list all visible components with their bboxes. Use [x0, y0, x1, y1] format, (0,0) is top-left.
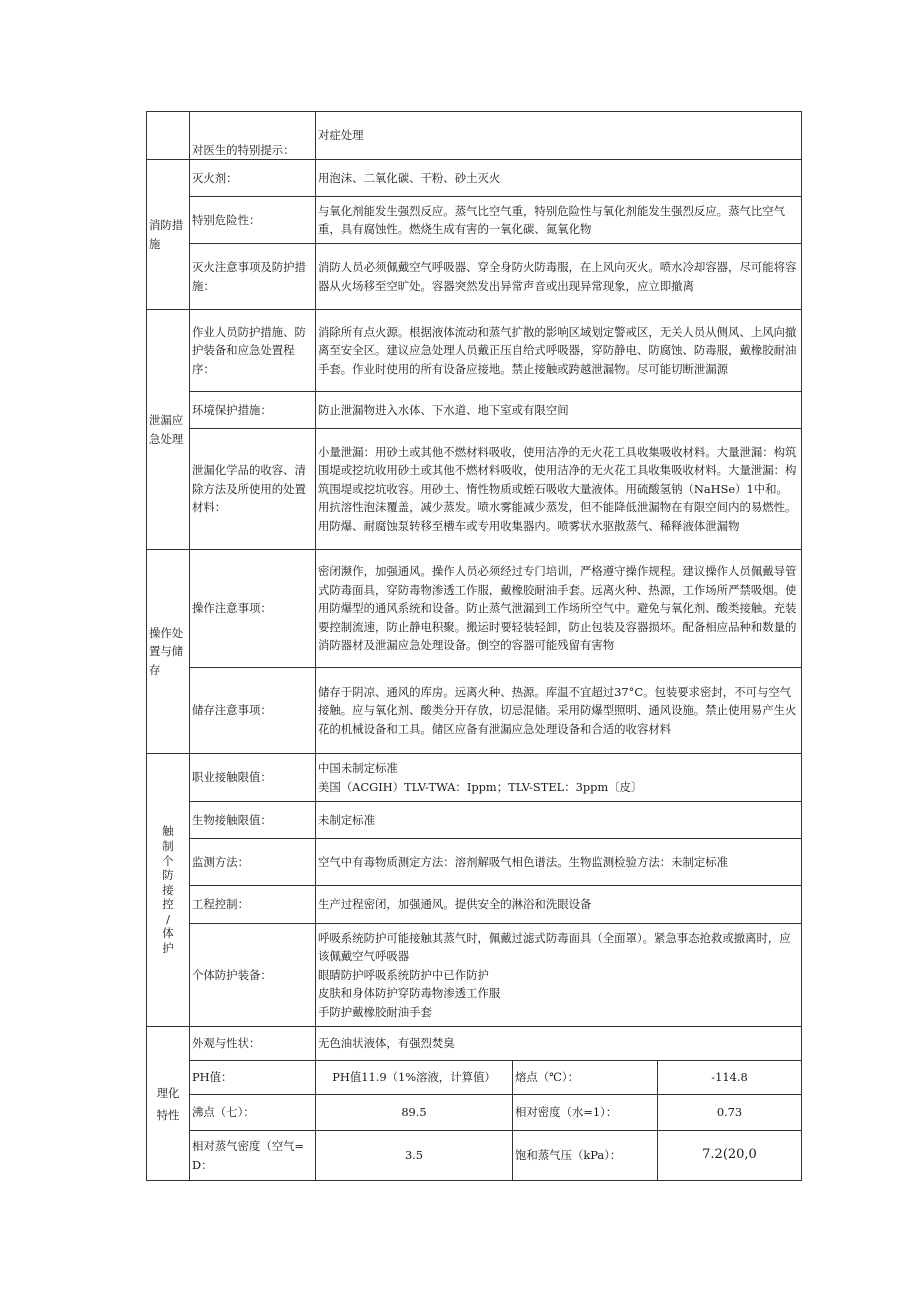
row-leak-env [147, 392, 802, 429]
row-physical-vapor [147, 1131, 802, 1181]
handling-storage-label: 储存注意事项： [190, 668, 316, 754]
physical-ph-value: PH值11.9（1%溶液，计算值） [316, 1061, 513, 1095]
exposure-biological-label: 生物接触限值： [190, 802, 316, 839]
section-leak: 泄漏应急处理 [147, 310, 190, 550]
section-physical [147, 1027, 190, 1181]
occupational-line: 中国未制定标准 [318, 761, 398, 775]
msds-table [146, 111, 802, 1181]
ppe-line: 皮肤和身体防护穿防毒物渗透工作服 [318, 986, 501, 1001]
physical-appearance-value: 无色油状液体，有强烈焚臭 [316, 1027, 802, 1061]
exposure-monitoring-label: 监测方法： [190, 839, 316, 886]
section-exposure-char: 护 [162, 941, 174, 956]
exposure-biological-value: 未制定标准 [316, 802, 802, 839]
row-fire-agent [147, 160, 802, 197]
section-exposure-char: / [166, 911, 170, 926]
row-fire-notes [147, 244, 802, 310]
section-exposure-char: 控 [162, 897, 174, 912]
handling-operate-label: 操作注意事项： [190, 550, 316, 668]
row-exposure-occupational [147, 754, 802, 802]
row-leak-cleanup [147, 429, 802, 550]
fire-notes-value: 消防人员必须佩戴空气呼吸器、穿全身防火防毒服，在上风向灭火。喷水冷却容器，尽可能将容器从火场移至空旷处。容器突然发出异常声音或出现异常现象，应立即撤离 [316, 244, 802, 310]
row-fire-hazard [147, 197, 802, 244]
row-physical-boiling [147, 1095, 802, 1131]
exposure-monitoring-value: 空气中有毒物质测定方法：溶剂解吸气相色谱法。生物监测检验方法：未制定标准 [316, 839, 802, 886]
fire-hazard-value: 与氧化剂能发生强烈反应。蒸气比空气重，特别危险性与氧化剂能发生强烈反应。蒸气比空气重，具有腐蚀性。燃烧生成有害的一氧化碳、氮氧化物 [316, 197, 802, 244]
fire-agent-label: 灭火剂： [190, 160, 316, 197]
exposure-engineering-value: 生产过程密闭，加强通风。提供安全的淋浴和洗眼设备 [316, 886, 802, 924]
physical-vapor-density-value: 3.5 [316, 1131, 513, 1181]
row-physical-ph [147, 1061, 802, 1095]
row-handling-storage [147, 668, 802, 754]
section-handling: 操作处置与储存 [147, 550, 190, 754]
row-leak-personnel [147, 310, 802, 392]
doctor-note-label: 对医生的特别提示： [190, 112, 316, 160]
physical-melting-label: 熔点（℃）： [513, 1061, 658, 1095]
physical-ph-label: PH值： [190, 1061, 316, 1095]
occupational-line: 美国（ACGIH）TLV-TWA：Ippm；TLV-STEL：3ppm〔皮〕 [318, 779, 643, 794]
row-doctor-note [147, 112, 802, 160]
handling-operate-value: 密闭濒作，加强通风。操作人员必须经过专门培训，严格遵守操作规程。建议操作人员佩戴导管式防毒面具，穿防毒物渗透工作服，戴橡胶耐油手套。远离火种、热源，工作场所严禁吸烟。使用防爆型的通风系统和设备。防止蒸气泄漏到工作场所空气中。避免与氧化剂、酸类接触。充装要控制流速，防止静电积聚。搬运时要轻装轻卸，防止包装及容器损坏。配备相应品种和数量的消防器材及泄漏应急处理设备。倒空的容器可能残留有害物 [316, 550, 802, 668]
fire-agent-value: 用泡沫、二氧化碳、干粉、砂土灭火 [316, 160, 802, 197]
exposure-ppe-value [316, 924, 802, 1027]
row-exposure-engineering [147, 886, 802, 924]
ppe-line: 手防护戴橡胶耐油手套 [318, 1004, 432, 1019]
section-fire: 消防措施 [147, 160, 190, 310]
physical-rel-density-value: 0.73 [658, 1095, 802, 1131]
leak-env-label: 环境保护措施： [190, 392, 316, 429]
section-exposure-char: 制 [162, 838, 174, 853]
physical-appearance-label: 外观与性状： [190, 1027, 316, 1061]
physical-boiling-label: 沸点（七）： [190, 1095, 316, 1131]
physical-vapor-pressure-value: 7.2(20,0 [658, 1131, 802, 1181]
handling-storage-value: 储存于阴凉、通风的库房。远离火种、热源。库温不宜超过37°C。包装要求密封，不可与空气接触。应与氧化剂、酸类分开存放，切忌混储。采用防爆型照明、通风设施。禁止使用易产生火花的机械设备和工具。储区应备有泄漏应急处理设备和合适的收容材料 [316, 668, 802, 754]
physical-vapor-pressure-label: 饱和蒸气压（kPa）： [513, 1131, 658, 1181]
leak-personnel-label: 作业人员防护措施、防护装备和应急处置程序： [190, 310, 316, 392]
section-empty [147, 112, 190, 160]
section-exposure-char: 体 [162, 926, 174, 941]
leak-env-value: 防止泄漏物进入水体、下水道、地下室或有限空间 [316, 392, 802, 429]
ppe-line: 呼吸系统防护可能接触其蒸气时，佩戴过滤式防毒面具（全面罩）。紧急事态抢救或撤离时，应该佩戴空气呼吸器 [318, 930, 791, 964]
row-handling-operate [147, 550, 802, 668]
row-exposure-monitoring [147, 839, 802, 886]
leak-cleanup-value: 小量泄漏：用砂土或其他不燃材料吸收，使用洁净的无火花工具收集吸收材料。大量泄漏：构筑围堤或挖坑收用砂土或其他不燃材料吸收，使用洁净的无火花工具收集吸收材料。大量泄漏：构筑围堤或挖坑收容。用砂土、惰性物质或蛭石吸收大量液体。用硫酸氢钠（NaHSe）1中和。用抗溶性泡沫覆盖，减少蒸发。喷水雾能减少蒸发，但不能降低泄漏物在有限空间内的易燃性。用防爆、耐腐蚀泵转移至槽车或专用收集器内。喷雾状水驱散蒸气、稀释液体泄漏物 [316, 429, 802, 550]
physical-melting-value: -114.8 [658, 1061, 802, 1095]
section-exposure-char: 接 [162, 882, 174, 897]
ppe-line: 眼睛防护呼吸系统防护中已作防护 [318, 967, 489, 982]
doctor-note-value: 对症处理 [316, 112, 802, 160]
exposure-engineering-label: 工程控制： [190, 886, 316, 924]
physical-rel-density-label: 相对密度（水=1）： [513, 1095, 658, 1131]
exposure-occupational-label: 职业接触限值： [190, 754, 316, 802]
section-exposure-char: 防 [162, 868, 174, 883]
fire-notes-label: 灭火注意事项及防护措施： [190, 244, 316, 310]
exposure-ppe-label: 个体防护装备： [190, 924, 316, 1027]
row-exposure-ppe [147, 924, 802, 1027]
fire-hazard-label: 特别危险性： [190, 197, 316, 244]
exposure-occupational-value [316, 754, 802, 802]
physical-vapor-density-label: 相对蒸气密度（空气=D： [190, 1131, 316, 1181]
section-exposure-char: 触 [162, 824, 174, 839]
section-exposure [147, 754, 190, 1027]
leak-personnel-value: 消除所有点火源。根据液体流动和蒸气扩散的影响区域划定警戒区，无关人员从侧风、上风向撤离至安全区。建议应急处理人员戴正压自给式呼吸器，穿防静电、防腐蚀、防毒服，戴橡胶耐油手套。作业时使用的所有设备应接地。禁止接触或跨越泄漏物。尽可能切断泄漏源 [316, 310, 802, 392]
physical-boiling-value: 89.5 [316, 1095, 513, 1131]
row-exposure-biological [147, 802, 802, 839]
section-physical-label: 理化特性 [156, 1085, 180, 1122]
leak-cleanup-label: 泄漏化学品的收容、清除方法及所使用的处置材料： [190, 429, 316, 550]
row-physical-appearance [147, 1027, 802, 1061]
section-exposure-char: 个 [162, 853, 174, 868]
